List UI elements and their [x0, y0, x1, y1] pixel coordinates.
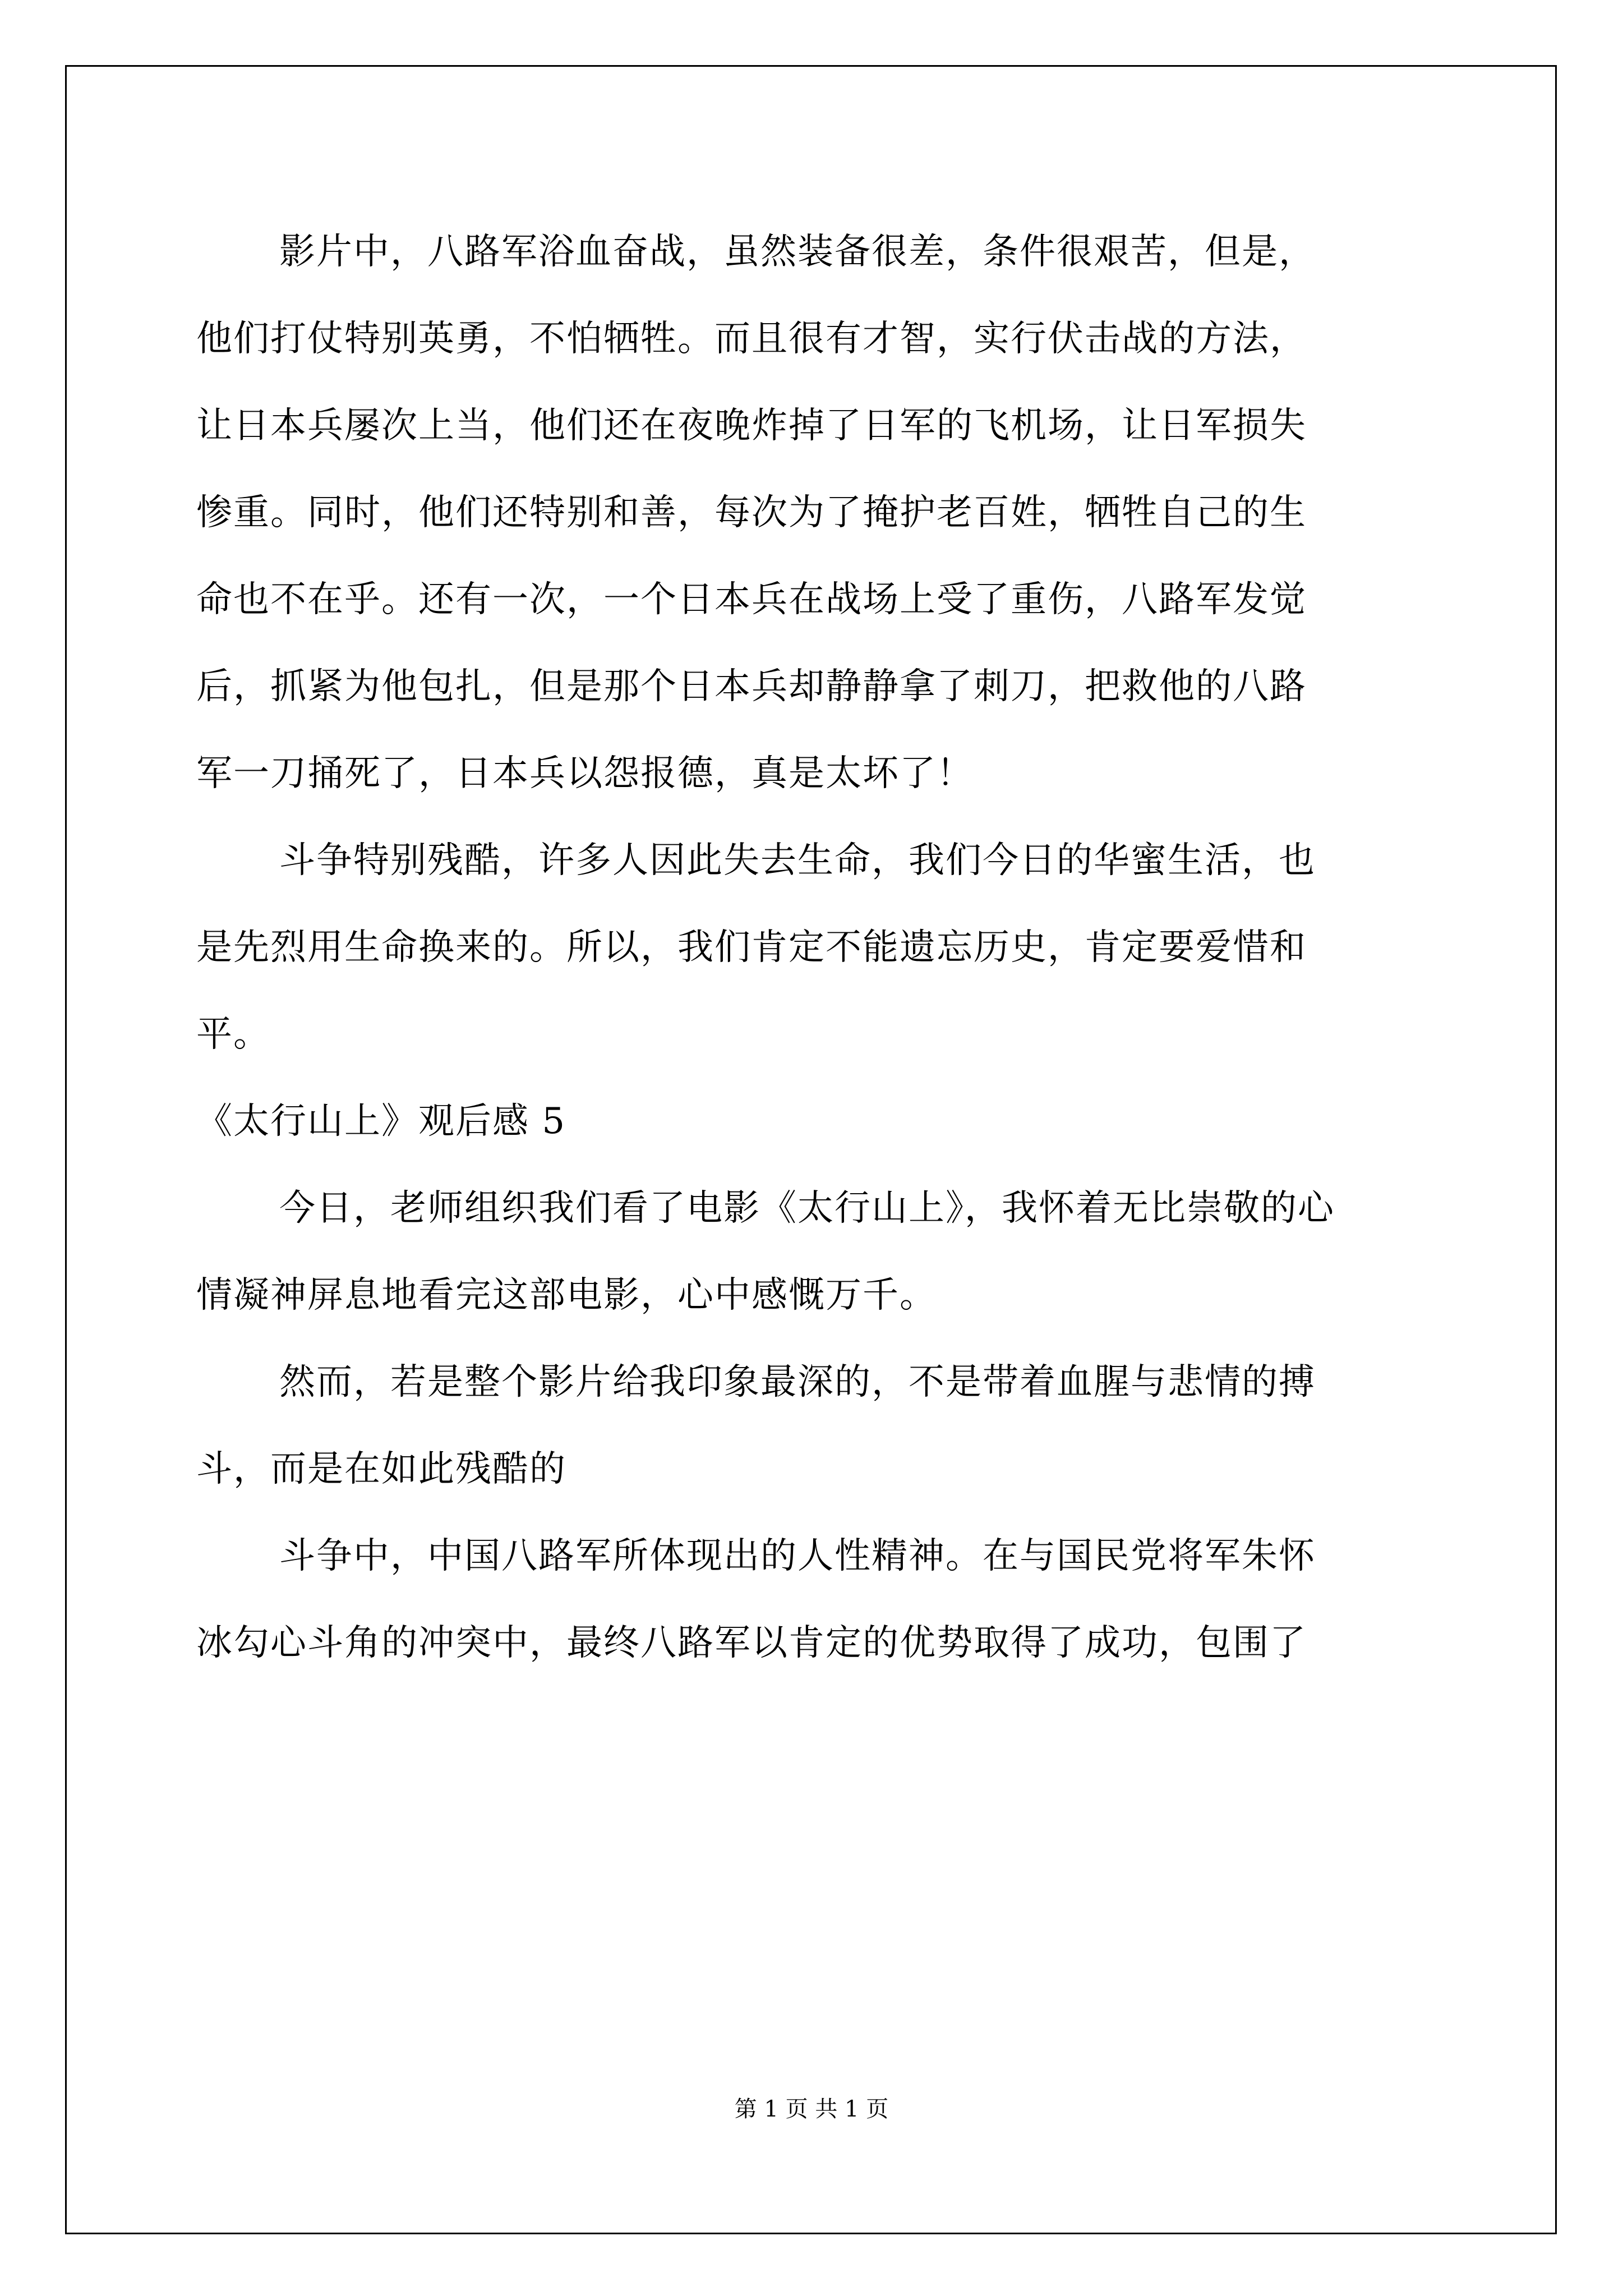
paragraph-3	[196, 1165, 1436, 1339]
text-line: 后，抓紧为他包扎，但是那个日本兵却静静拿了刺刀，把救他的八路	[196, 666, 1307, 707]
text-line: 斗争特别残酷，许多人因此失去生命，我们今日的华蜜生活，也	[279, 840, 1316, 881]
text-line: 惨重。同时，他们还特别和善，每次为了掩护老百姓，牺牲自己的生	[196, 492, 1307, 533]
paragraph-2	[196, 817, 1436, 1078]
text-line: 斗，而是在如此残酷的	[196, 1448, 566, 1490]
text-line: 斗争中，中国八路军所体现出的人性精神。在与国民党将军朱怀	[279, 1535, 1316, 1577]
paragraph-4	[196, 1339, 1436, 1513]
paragraph-5	[196, 1513, 1436, 1687]
text-line: 是先烈用生命换来的。所以，我们肯定不能遗忘历史，肯定要爱惜和	[196, 927, 1307, 968]
text-line: 平。	[196, 1014, 270, 1055]
text-line: 今日，老师组织我们看了电影《太行山上》，我怀着无比崇敬的心	[279, 1188, 1335, 1229]
document-body	[196, 209, 1436, 1687]
text-line: 他们打仗特别英勇，不怕牺牲。而且很有才智，实行伏击战的方法，	[196, 318, 1307, 360]
page-footer: 第 1 页 共 1 页	[734, 2096, 889, 2122]
text-line: 冰勾心斗角的冲突中，最终八路军以肯定的优势取得了成功，包围了	[196, 1622, 1307, 1664]
text-line: 让日本兵屡次上当，他们还在夜晚炸掉了日军的飞机场，让日军损失	[196, 405, 1307, 447]
text-line: 影片中，八路军浴血奋战，虽然装备很差，条件很艰苦，但是，	[279, 231, 1316, 273]
text-line: 然而，若是整个影片给我印象最深的，不是带着血腥与悲情的搏	[279, 1361, 1316, 1403]
text-line: 军一刀捅死了，日本兵以怨报德，真是太坏了！	[196, 753, 974, 794]
paragraph-1	[196, 209, 1436, 817]
text-line: 情凝神屏息地看完这部电影，心中感慨万千。	[196, 1274, 937, 1316]
text-line: 命也不在乎。还有一次，一个日本兵在战场上受了重伤，八路军发觉	[196, 579, 1307, 620]
section-heading: 《太行山上》观后感 5	[196, 1101, 566, 1142]
